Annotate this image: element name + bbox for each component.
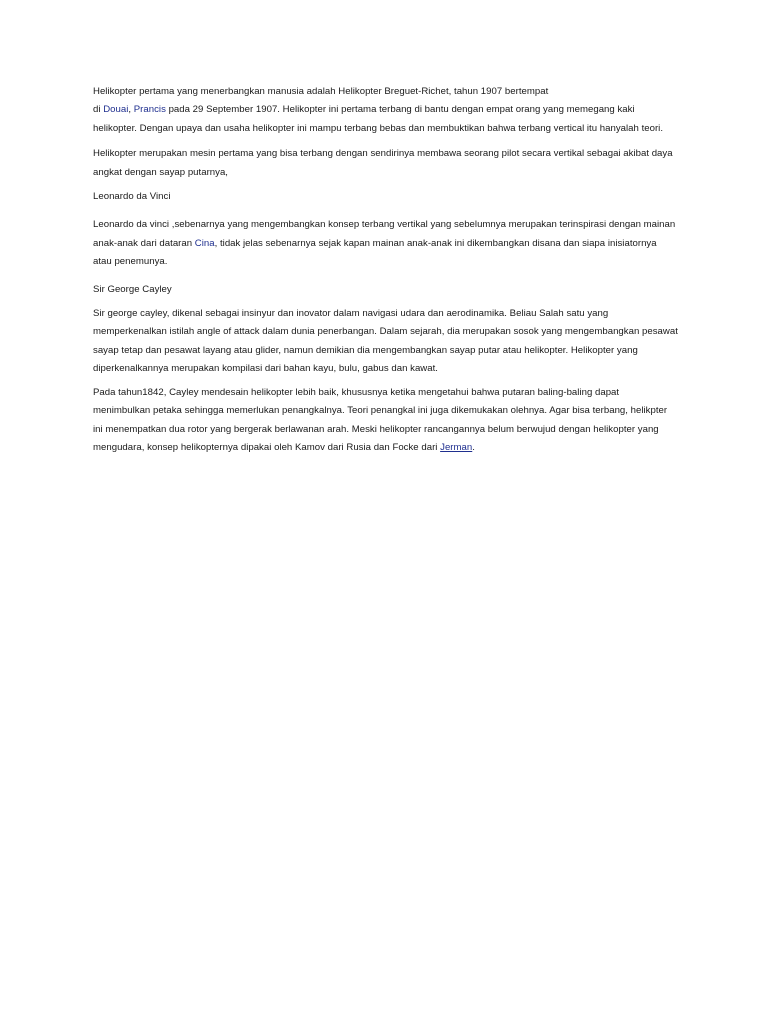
paragraph-text: ,: [128, 104, 134, 116]
paragraph-text: .: [472, 441, 475, 453]
link-jerman[interactable]: Jerman: [440, 441, 473, 453]
link-prancis[interactable]: Prancis: [133, 104, 166, 116]
document-body: [93, 83, 678, 465]
paragraph-text: pada 29 September 1907. Helikopter ini pertama terbang di bantu dengan empat orang yang memegang kaki helikopter. Dengan upaya dan usaha helikopter ini mampu terbang bebas dan membuktikan bahwa terbang vertical itu hanyalah teori.: [93, 104, 664, 134]
paragraph-leonardo: [93, 216, 678, 271]
paragraph-helikopter-definition: Helikopter merupakan mesin pertama yang bisa terbang dengan sendirinya membawa seorang pilot secara vertikal sebagai akibat daya angkat dengan sayap putarnya,: [93, 148, 673, 178]
heading-leonardo-da-vinci: Leonardo da Vinci: [93, 191, 171, 203]
paragraph-line: Helikopter pertama yang menerbangkan manusia adalah Helikopter Breguet-Richet, tahun 1907 bertempat: [93, 86, 549, 97]
link-douai[interactable]: Douai: [103, 104, 129, 116]
paragraph-text: Pada tahun1842, Cayley mendesain helikopter lebih baik, khususnya ketika mengetahui bahwa putaran baling-baling dapat menimbulkan petaka sehingga memerlukan penangkalnya. Teori penangkal ini juga dikemukakan olehnya. Agar bisa terbang, helikpter ini menempatkan dua rotor yang bergerak berlawanan arah. Meski helikopter rancangannya belum berwujud dengan helikopter yang mengudara, konsep helikopternya dipakai oleh Kamov dari Rusia dan Focke dari: [93, 386, 668, 453]
link-cina[interactable]: Cina: [194, 237, 215, 249]
paragraph-breguet-richet: [93, 83, 678, 138]
paragraph-text: di: [93, 104, 104, 116]
paragraph-cayley-intro: Sir george cayley, dikenal sebagai insinyur dan inovator dalam navigasi udara dan aerodinamika. Beliau Salah satu yang memperkenalkan istilah angle of attack dalam dunia penerbangan. Dalam sejarah, dia merupakan sosok yang mengembangkan pesawat sayap tetap dan pesawat layang atau glider, namun demikian dia mengembangkan sayap putar atau helikopter. Helikopter yang diperkenalkannya merupakan kompilasi dari bahan kayu, bulu, gabus dan kawat.: [93, 308, 678, 375]
heading-sir-george-cayley: Sir George Cayley: [93, 283, 172, 295]
paragraph-cayley-1842: [93, 384, 678, 458]
paragraph-text: , tidak jelas sebenarnya sejak kapan mainan anak-anak ini dikembangkan disana dan siapa inisiatornya atau penemunya.: [93, 237, 657, 268]
paragraph-text: Leonardo da vinci ,sebenarnya yang mengembangkan konsep terbang vertikal yang sebelumnya merupakan terinspirasi dengan mainan anak-anak dari dataran: [93, 219, 676, 249]
